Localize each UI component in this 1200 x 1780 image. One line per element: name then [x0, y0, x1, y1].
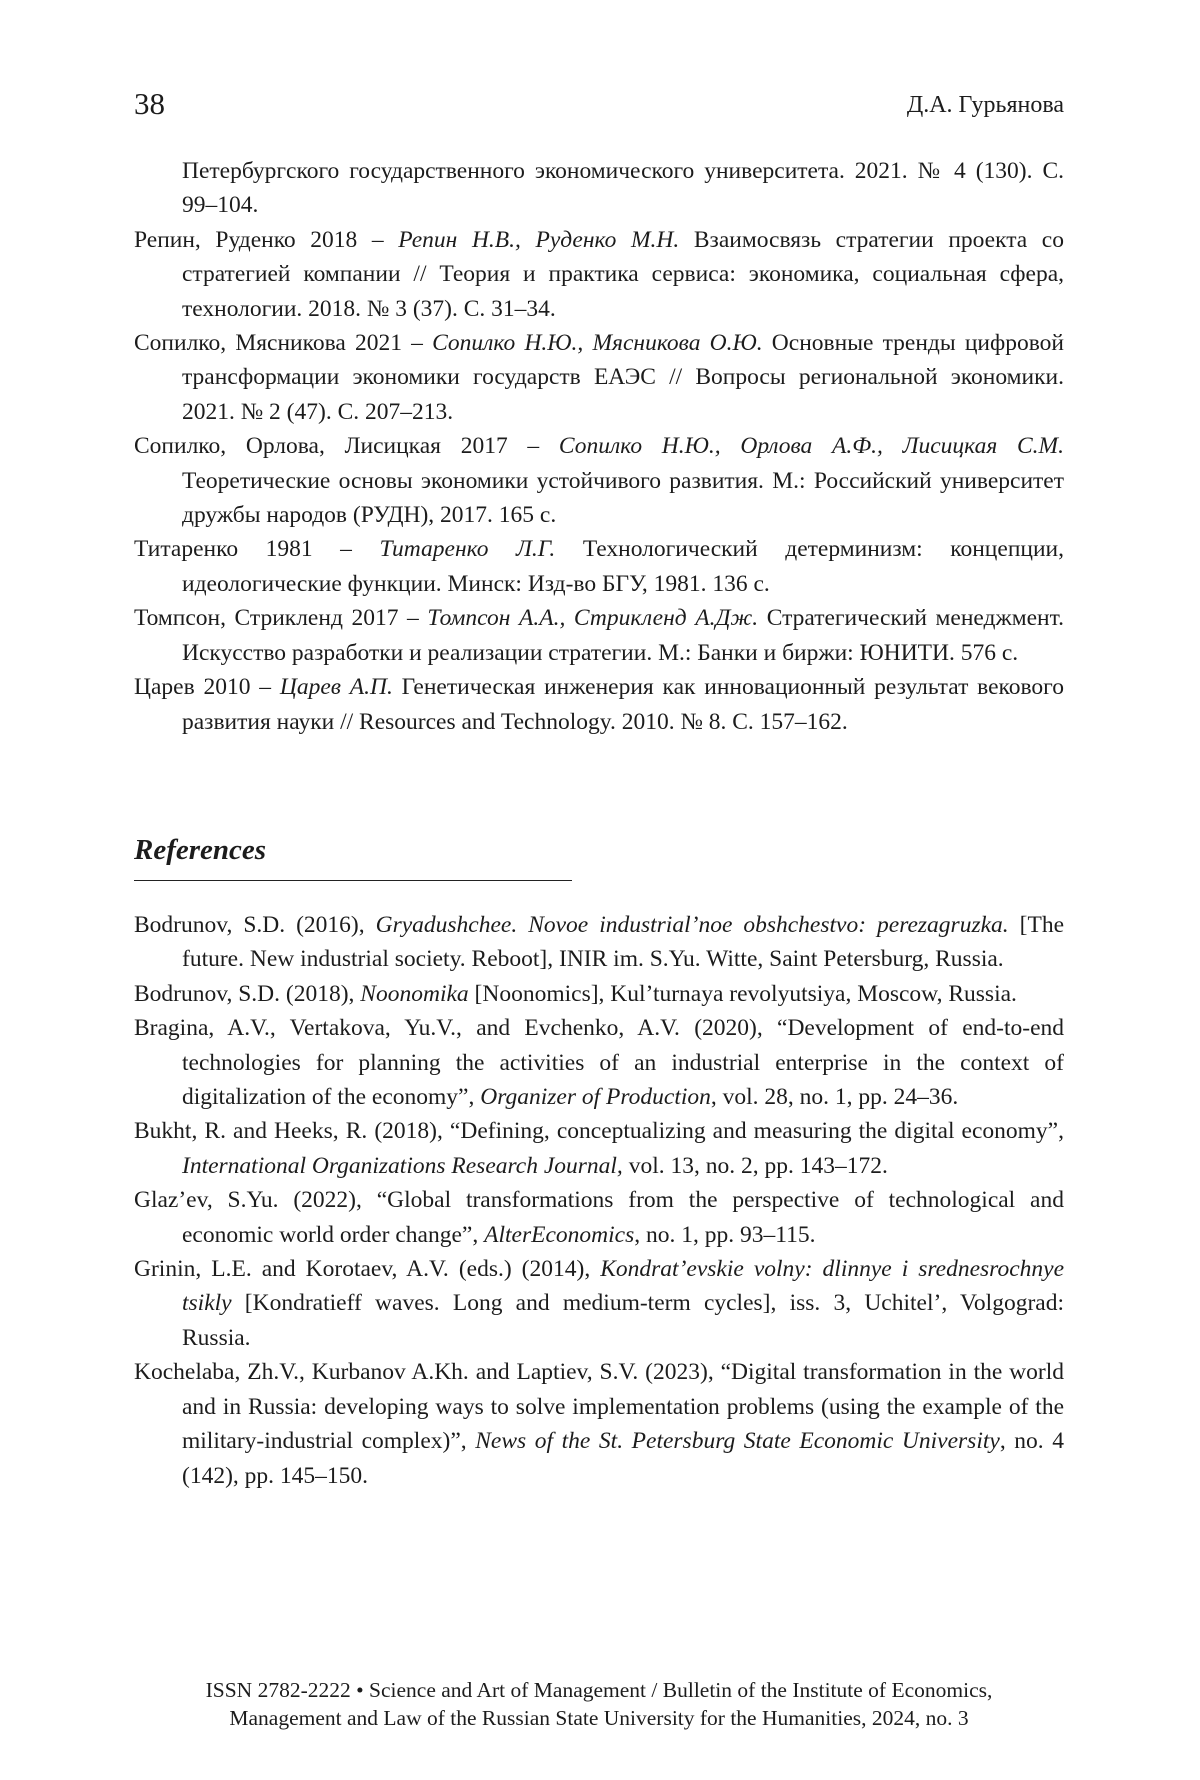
reference-italic-text: Царев А.П. [279, 674, 393, 701]
reference-ru-entry [134, 154, 1064, 223]
reference-ru-entry [134, 326, 1064, 429]
reference-italic-text: Gryadushchee. Novoe industrial’noe obshchestvo: perezagruzka. [375, 912, 1009, 938]
page-number: 38 [134, 86, 165, 121]
reference-italic-text: Kondrat’evskie volny: dlinnye i srednesrochnye tsikly [182, 1256, 1064, 1317]
running-head-author: Д.А. Гурьянова [906, 92, 1064, 118]
reference-text: Сопилко, Мясникова 2021 – [134, 330, 433, 357]
reference-text: Сопилко, Орлова, Лисицкая 2017 – [134, 433, 559, 460]
reference-text: Петербургского государственного экономического университета. 2021. № 4 (130). С. 99–104. [182, 158, 1064, 219]
reference-text: Основные тренды цифровой трансформации экономики государств ЕАЭС // Вопросы региональной экономики. 2021. № 2 (47). С. 207–213. [182, 330, 1064, 425]
reference-italic-text: Репин Н.В., Руденко М.Н. [398, 226, 680, 253]
reference-ru-entry [134, 223, 1064, 326]
reference-italic-text: News of the St. Petersburg State Economic University [475, 1428, 1000, 1455]
reference-text: Bodrunov, S.D. (2016), [134, 912, 376, 938]
reference-italic-text: International Organizations Research Journal, [182, 1152, 623, 1179]
references-heading: References [134, 834, 267, 866]
reference-text: [The future. New industrial society. Reboot], INIR im. S.Yu. Witte, Saint Petersburg, Russia. [182, 912, 1064, 973]
footer-line-2: Management and Law of the Russian State University for the Humanities, 2024, no. 3 [229, 1706, 969, 1730]
reference-en-entry [134, 1355, 1064, 1493]
reference-italic-text: Томпсон А.А., Стрикленд А.Дж. [427, 605, 759, 632]
reference-text: [Noonomics], Kul’turnaya revolyutsiya, Moscow, Russia. [468, 980, 1017, 1007]
document-page [134, 0, 1064, 1780]
reference-en-entry [134, 1183, 1064, 1252]
footer-line-1: ISSN 2782-2222 • Science and Art of Management / Bulletin of the Institute of Economics, [205, 1678, 993, 1702]
references-list-english [134, 908, 1064, 1493]
reference-text: Титаренко 1981 – [134, 536, 380, 563]
page-footer [134, 1676, 1064, 1732]
reference-text: , vol. 28, no. 1, pp. 24–36. [710, 1084, 959, 1111]
reference-text: Взаимосвязь стратегии проекта со стратегией компании // Теория и практика сервиса: экономика, социальная сфера, технологии. 2018. № 3 (37). С. 31–34. [182, 226, 1064, 322]
reference-text: Технологический детерминизм: концепции, идеологические функции. Минск: Изд-во БГУ, 1981. 136 с. [182, 536, 1064, 597]
reference-italic-text: Титаренко Л.Г. [379, 536, 556, 563]
reference-ru-entry [134, 532, 1064, 601]
references-list-russian [134, 154, 1064, 739]
reference-text: Glaz’ev, S.Yu. (2022), “Global transformations from the perspective of technological and economic world order change”, [134, 1187, 1064, 1248]
reference-text: , no. 1, pp. 93–115. [634, 1221, 816, 1248]
reference-en-entry [134, 1114, 1064, 1183]
reference-ru-entry [134, 670, 1064, 739]
reference-ru-entry [134, 601, 1064, 670]
reference-text: [Kondratieff waves. Long and medium-term cycles], iss. 3, Uchitel’, Volgograd: Russia. [182, 1290, 1064, 1351]
reference-en-entry [134, 1011, 1064, 1114]
reference-italic-text: AlterEconomics [484, 1221, 635, 1248]
heading-underline-rule [134, 880, 572, 881]
reference-text: Теоретические основы экономики устойчивого развития. М.: Российский университет дружбы народов (РУДН), 2017. 165 с. [182, 467, 1064, 529]
reference-italic-text: Organizer of Production [480, 1084, 711, 1111]
reference-text: Bodrunov, S.D. (2018), [134, 980, 361, 1007]
reference-italic-text: Сопилко Н.Ю., Орлова А.Ф., Лисицкая С.М. [558, 433, 1064, 460]
reference-en-entry [134, 977, 1064, 1011]
reference-en-entry [134, 908, 1064, 977]
reference-text: Томпсон, Стрикленд 2017 – [134, 605, 428, 632]
running-header [134, 86, 1064, 126]
reference-text: Царев 2010 – [134, 674, 280, 701]
reference-text: Bragina, A.V., Vertakova, Yu.V., and Evchenko, A.V. (2020), “Development of end-to-end technologies for planning the activities of an industrial enterprise in the context of digitalization of the economy”, [134, 1015, 1064, 1111]
reference-italic-text: Сопилко Н.Ю., Мясникова О.Ю. [432, 330, 763, 357]
reference-text: vol. 13, no. 2, pp. 143–172. [622, 1152, 888, 1179]
reference-en-entry [134, 1252, 1064, 1355]
reference-text: Bukht, R. and Heeks, R. (2018), “Defining, conceptualizing and measuring the digital economy”, [134, 1118, 1064, 1145]
reference-text: Grinin, L.E. and Korotaev, A.V. (eds.) (2014), [134, 1256, 601, 1283]
reference-ru-entry [134, 429, 1064, 532]
reference-text: , no. 4 (142), pp. 145–150. [182, 1428, 1065, 1489]
reference-italic-text: Noonomika [360, 980, 469, 1007]
reference-text: Kochelaba, Zh.V., Kurbanov A.Kh. and Laptiev, S.V. (2023), “Digital transformation in the world and in Russia: developing ways to solve implementation problems (using the example of the military-industrial complex)”, [134, 1359, 1064, 1455]
reference-text: Генетическая инженерия как инновационный результат векового развития науки // Resources and Technology. 2010. № 8. С. 157–162. [182, 674, 1064, 735]
reference-text: Репин, Руденко 2018 – [134, 226, 399, 253]
reference-text: Стратегический менеджмент. Искусство разработки и реализации стратегии. М.: Банки и биржи: ЮНИТИ. 576 с. [182, 605, 1064, 666]
